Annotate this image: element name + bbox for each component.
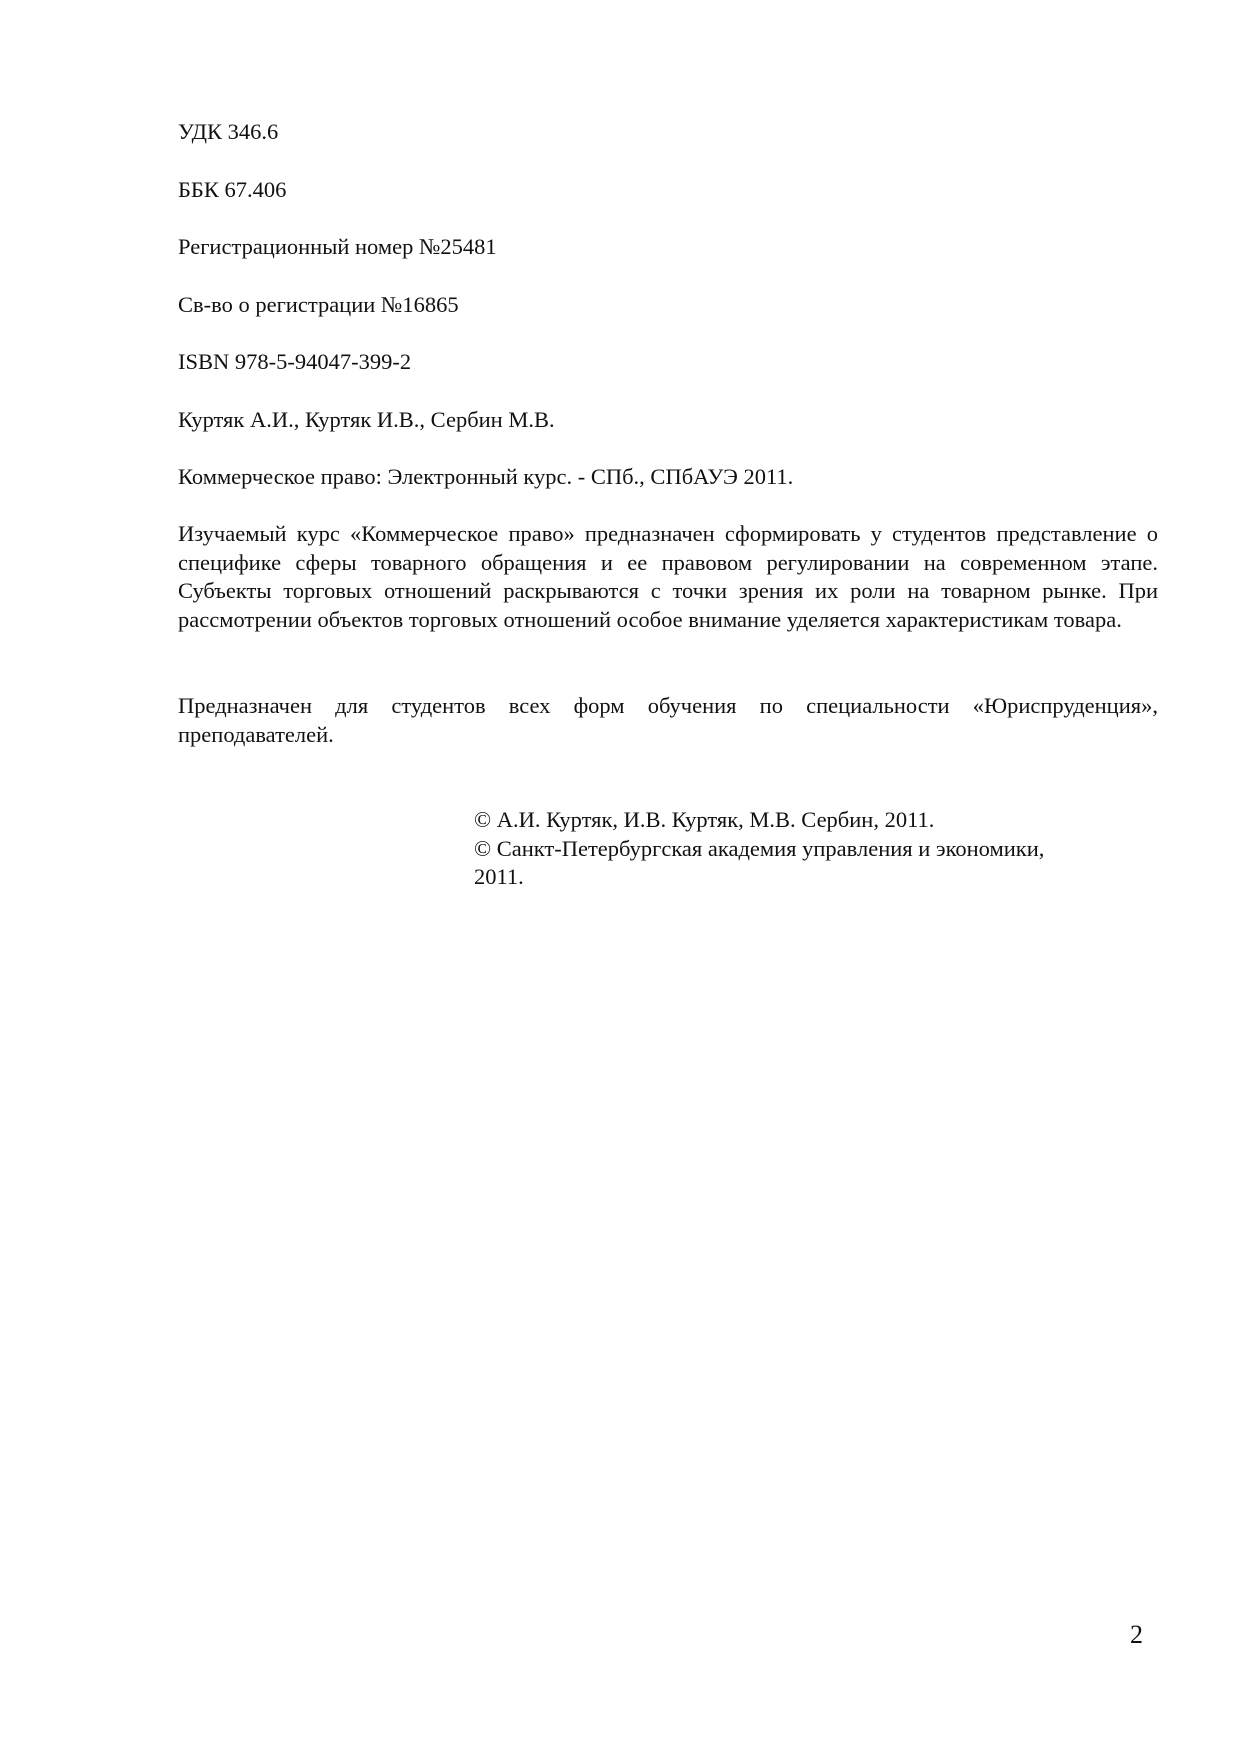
copyright-authors: © А.И. Куртяк, И.В. Куртяк, М.В. Сербин, 2011. [474, 807, 935, 832]
registration-certificate-line: Св-во о регистрации №16865 [178, 292, 459, 317]
title-line: Коммерческое право: Электронный курс. - СПб., СПбАУЭ 2011. [178, 464, 794, 489]
audience-paragraph: Предназначен для студентов всех форм обучения по специальности «Юриспруденция», преподавателей. [178, 693, 1158, 747]
page-number: 2 [1130, 1620, 1143, 1649]
registration-number-line: Регистрационный номер №25481 [178, 234, 497, 259]
abstract-paragraph: Изучаемый курс «Коммерческое право» предназначен сформировать у студентов представление о специфике сферы товарного обращения и ее правовом регулировании на современном этапе. Субъекты торговых отношений раскрываются с точки зрения их роли на товарном рынке. При рассмотрении объектов торговых отношений особое внимание уделяется характеристикам товара. [178, 521, 1158, 632]
bbk-line: ББК 67.406 [178, 177, 287, 202]
copyright-block [474, 806, 1154, 892]
authors-line: Куртяк А.И., Куртяк И.В., Сербин М.В. [178, 407, 555, 432]
isbn-line: ISBN 978-5-94047-399-2 [178, 349, 412, 374]
udk-line: УДК 346.6 [178, 119, 279, 144]
copyright-academy: © Санкт-Петербургская академия управления и экономики, [474, 835, 1045, 861]
copyright-year: 2011. [474, 864, 524, 889]
